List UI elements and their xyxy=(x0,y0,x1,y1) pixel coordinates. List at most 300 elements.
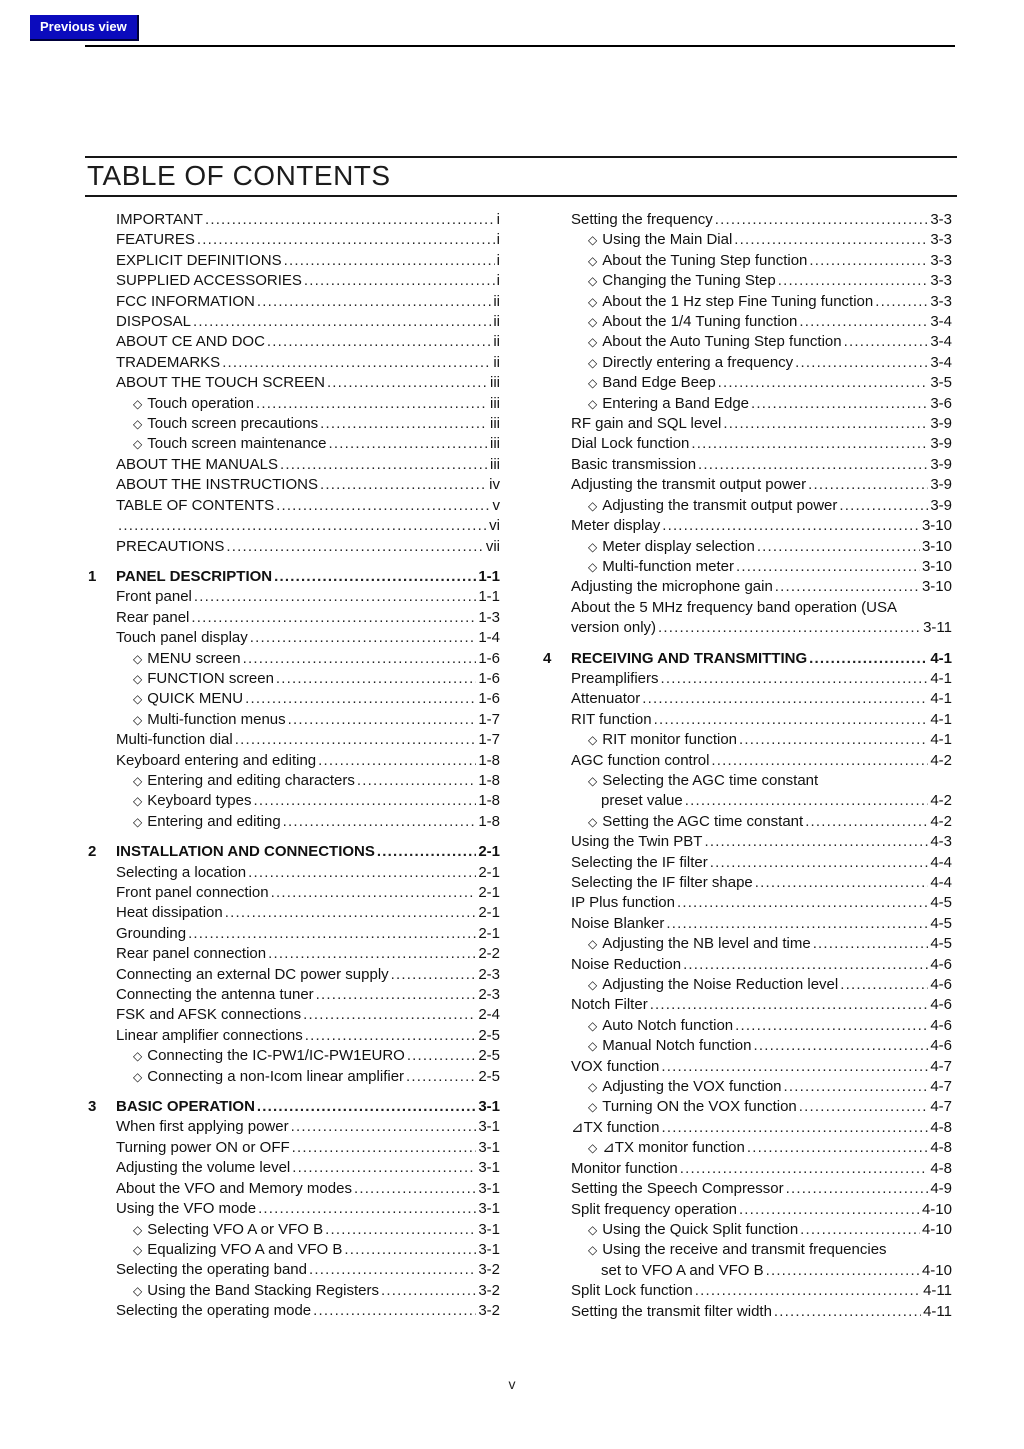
page-ref: vii xyxy=(485,537,500,555)
diamond-icon: ◇ xyxy=(588,1039,598,1054)
page-ref: 1-6 xyxy=(478,649,500,667)
page-ref: ii xyxy=(493,313,500,331)
toc-entry[interactable] xyxy=(543,710,952,730)
toc-entry-label: Setting the frequency xyxy=(571,211,713,228)
page-ref: 2-5 xyxy=(478,1026,500,1044)
toc-chapter-entry[interactable] xyxy=(88,567,500,587)
toc-entry[interactable] xyxy=(543,1077,952,1097)
toc-entry[interactable] xyxy=(88,312,500,332)
toc-entry[interactable] xyxy=(88,414,500,434)
page-ref: iii xyxy=(490,415,500,433)
page-ref: 4-6 xyxy=(930,1016,952,1034)
toc-entry-label: Adjusting the Noise Reduction level xyxy=(602,976,839,994)
toc-chapter-entry[interactable] xyxy=(88,842,500,862)
toc-entry-label: ABOUT CE AND DOC xyxy=(116,333,265,351)
toc-entry[interactable] xyxy=(543,394,952,414)
dot-leader xyxy=(805,812,928,832)
toc-left-column xyxy=(88,210,500,1322)
toc-entry-label: ABOUT THE INSTRUCTIONS xyxy=(116,476,318,494)
page-ref: 1-8 xyxy=(478,812,500,830)
diamond-icon: ◇ xyxy=(588,559,598,574)
page-ref: iii xyxy=(490,394,500,412)
dot-leader xyxy=(245,689,476,709)
toc-entry-label: About the Auto Tuning Step function xyxy=(602,333,842,351)
page-ref: 4-2 xyxy=(930,792,952,810)
toc-entry[interactable] xyxy=(88,271,500,291)
dot-leader xyxy=(658,618,921,638)
toc-chapter-entry[interactable] xyxy=(543,649,952,669)
toc-entry-label: Keyboard entering and editing xyxy=(116,751,317,769)
toc-entry[interactable] xyxy=(543,353,952,373)
page-ref: 3-1 xyxy=(478,1098,500,1116)
page-ref: 4-6 xyxy=(930,976,952,994)
toc-entry[interactable] xyxy=(88,587,500,607)
toc-entry[interactable] xyxy=(88,669,500,689)
page-ref: 2-1 xyxy=(478,863,500,881)
toc-entry[interactable] xyxy=(543,995,952,1015)
dot-leader xyxy=(695,1281,921,1301)
toc-entry-label: Touch screen precautions xyxy=(147,415,319,433)
toc-entry[interactable] xyxy=(543,618,952,638)
toc-entry[interactable] xyxy=(88,394,500,414)
toc-entry-label: Using the receive and transmit frequencies xyxy=(602,1241,887,1259)
toc-entry-label: preset value xyxy=(601,792,683,810)
dot-leader xyxy=(799,1097,929,1117)
page-ref: 4-8 xyxy=(930,1118,952,1136)
toc-entry-label: RECEIVING AND TRANSMITTING xyxy=(571,649,808,667)
diamond-icon: ◇ xyxy=(133,794,143,809)
toc-entry[interactable] xyxy=(88,1260,500,1280)
toc-entry[interactable] xyxy=(88,903,500,923)
toc-entry[interactable] xyxy=(543,1138,952,1158)
toc-entry[interactable] xyxy=(543,1159,952,1179)
page-ref: 3-3 xyxy=(930,292,952,310)
toc-entry[interactable] xyxy=(543,251,952,271)
toc-entry[interactable] xyxy=(88,537,500,557)
toc-entry[interactable] xyxy=(543,1036,952,1056)
diamond-icon: ◇ xyxy=(133,814,143,829)
dot-leader xyxy=(250,628,477,648)
previous-view-button[interactable]: Previous view xyxy=(30,15,139,41)
diamond-icon: ◇ xyxy=(588,978,598,993)
toc-entry-label: Using the Twin PBT xyxy=(571,833,703,851)
toc-entry[interactable] xyxy=(88,434,500,454)
toc-entry[interactable] xyxy=(543,577,952,597)
toc-entry-label: RIT monitor function xyxy=(602,731,738,749)
dot-leader xyxy=(304,271,495,291)
page-ref: 4-8 xyxy=(930,1139,952,1157)
toc-entry-label: Multi-function menus xyxy=(147,710,286,728)
toc-entry[interactable] xyxy=(88,608,500,628)
page-ref: 1-8 xyxy=(478,792,500,810)
page-ref: 4-1 xyxy=(930,649,952,667)
section-gap xyxy=(543,639,952,649)
diamond-icon: ◇ xyxy=(588,1080,598,1095)
diamond-icon: ◇ xyxy=(588,253,598,268)
toc-entry-label: Touch panel display xyxy=(116,629,248,647)
diamond-icon: ◇ xyxy=(588,335,598,350)
toc-entry[interactable] xyxy=(88,649,500,669)
toc-entry[interactable] xyxy=(88,944,500,964)
toc-entry[interactable] xyxy=(88,1067,500,1087)
toc-entry[interactable] xyxy=(88,751,500,771)
diamond-icon: ◇ xyxy=(588,498,598,513)
toc-entry[interactable] xyxy=(543,1200,952,1220)
toc-entry[interactable] xyxy=(543,914,952,934)
toc-entry[interactable] xyxy=(543,669,952,689)
dot-leader xyxy=(715,210,929,230)
toc-entry[interactable] xyxy=(543,414,952,434)
toc-chapter-entry[interactable] xyxy=(88,1097,500,1117)
page-ref: 3-4 xyxy=(930,353,952,371)
toc-entry[interactable] xyxy=(543,955,952,975)
toc-entry[interactable] xyxy=(88,210,500,230)
toc-entry-label: Rear panel connection xyxy=(116,945,267,963)
toc-entry-label: Auto Notch function xyxy=(602,1016,734,1034)
diamond-icon: ◇ xyxy=(133,1049,143,1064)
page-ref: 3-9 xyxy=(930,435,952,453)
dot-leader xyxy=(757,537,920,557)
page-ref: 1-8 xyxy=(478,771,500,789)
toc-entry[interactable] xyxy=(543,1220,952,1240)
page-number: v xyxy=(508,1376,516,1392)
dot-leader xyxy=(800,1220,920,1240)
page-ref: vi xyxy=(489,517,500,535)
dot-leader xyxy=(248,863,476,883)
dot-leader xyxy=(305,1026,477,1046)
toc-entry[interactable] xyxy=(543,1016,952,1036)
toc-entry-label: About the 1/4 Tuning function xyxy=(602,313,798,331)
page-ref: 2-1 xyxy=(478,884,500,901)
dot-leader xyxy=(271,883,477,903)
toc-entry[interactable] xyxy=(88,1301,500,1321)
toc-entry-label: Setting the AGC time constant xyxy=(602,812,804,830)
chapter-number: 3 xyxy=(88,1098,97,1116)
toc-entry-label: Adjusting the volume level xyxy=(116,1159,291,1177)
dot-leader xyxy=(875,292,928,312)
diamond-icon: ◇ xyxy=(133,692,143,707)
dot-leader xyxy=(685,791,929,811)
toc-entry[interactable] xyxy=(543,730,952,750)
toc-entry[interactable] xyxy=(88,475,500,495)
toc-entry-label: EXPLICIT DEFINITIONS xyxy=(116,251,282,269)
diamond-icon: ◇ xyxy=(133,1283,143,1298)
page-ref: 4-5 xyxy=(930,914,952,932)
toc-entry[interactable] xyxy=(88,516,500,536)
toc-entry[interactable] xyxy=(88,1005,500,1025)
toc-entry-label: Adjusting the NB level and time xyxy=(602,935,811,953)
toc-entry[interactable] xyxy=(543,751,952,771)
page-ref: 1-7 xyxy=(478,710,500,728)
toc-entry-label: Basic transmission xyxy=(571,455,697,473)
toc-entry[interactable] xyxy=(88,628,500,648)
diamond-icon: ◇ xyxy=(133,396,143,411)
toc-entry[interactable] xyxy=(543,934,952,954)
toc-entry[interactable] xyxy=(88,771,500,791)
toc-entry[interactable] xyxy=(88,455,500,475)
toc-entry-label: INSTALLATION AND CONNECTIONS xyxy=(116,843,375,861)
toc-entry[interactable] xyxy=(88,292,500,312)
page-ref: 3-11 xyxy=(923,619,952,637)
toc-entry[interactable] xyxy=(543,271,952,291)
toc-entry[interactable] xyxy=(543,292,952,312)
toc-entry[interactable] xyxy=(88,883,500,903)
toc-entry[interactable] xyxy=(543,1281,952,1301)
toc-entry[interactable] xyxy=(543,434,952,454)
toc-entry-label: Front panel connection xyxy=(116,884,269,901)
dot-leader xyxy=(327,373,488,393)
toc-entry-label: Directly entering a frequency xyxy=(602,353,794,371)
toc-entry[interactable] xyxy=(543,1179,952,1199)
toc-entry[interactable] xyxy=(543,771,952,791)
chapter-number: 1 xyxy=(88,567,97,585)
dot-leader xyxy=(235,730,477,750)
dot-leader xyxy=(391,965,477,985)
toc-entry[interactable] xyxy=(543,475,952,495)
page-ref: 3-1 xyxy=(478,1159,500,1177)
toc-entry[interactable] xyxy=(543,332,952,352)
toc-entry[interactable] xyxy=(543,975,952,995)
page-ref: iii xyxy=(490,374,500,392)
dot-leader xyxy=(683,955,928,975)
toc-entry[interactable] xyxy=(543,893,952,913)
toc-entry[interactable] xyxy=(88,1199,500,1219)
toc-entry[interactable] xyxy=(88,791,500,811)
toc-entry[interactable] xyxy=(88,1046,500,1066)
toc-entry-label: Using the Quick Split function xyxy=(602,1220,799,1238)
toc-entry[interactable] xyxy=(88,1026,500,1046)
toc-entry[interactable] xyxy=(88,496,500,516)
toc-entry-label: Noise Reduction xyxy=(571,955,682,973)
toc-entry-label: Selecting the operating band xyxy=(116,1261,307,1279)
page-ref: 3-1 xyxy=(478,1200,500,1218)
diamond-icon: ◇ xyxy=(588,937,598,952)
page-ref: 4-4 xyxy=(930,853,952,871)
dot-leader xyxy=(267,332,491,352)
page-ref: 3-1 xyxy=(478,1138,500,1156)
page-ref: 3-1 xyxy=(478,1240,500,1258)
chapter-number: 4 xyxy=(543,649,552,667)
diamond-icon: ◇ xyxy=(133,671,143,686)
toc-entry[interactable] xyxy=(88,1138,500,1158)
toc-entry-label: version only) xyxy=(571,619,657,637)
page-ref: 2-3 xyxy=(478,965,500,983)
toc-entry-label: Setting the Speech Compressor xyxy=(571,1180,784,1198)
toc-entry[interactable] xyxy=(88,924,500,944)
toc-entry-label: Noise Blanker xyxy=(571,914,665,932)
dot-leader xyxy=(661,1057,928,1077)
page-ref: ii xyxy=(493,333,500,351)
page-ref: 1-6 xyxy=(478,690,500,708)
toc-entry[interactable] xyxy=(543,1118,952,1138)
toc-entry[interactable] xyxy=(88,1240,500,1260)
toc-entry[interactable] xyxy=(543,516,952,536)
toc-entry-label: Notch Filter xyxy=(571,996,648,1014)
dot-leader xyxy=(276,669,476,689)
toc-entry-label: ⊿TX function xyxy=(571,1118,660,1136)
dot-leader xyxy=(736,557,920,577)
toc-entry[interactable] xyxy=(543,1261,952,1281)
page-ref: i xyxy=(496,231,500,249)
toc-entry[interactable] xyxy=(88,373,500,393)
diamond-icon: ◇ xyxy=(133,437,143,452)
toc-entry[interactable] xyxy=(88,710,500,730)
toc-entry[interactable] xyxy=(543,496,952,516)
toc-entry-label: Entering a Band Edge xyxy=(602,394,750,412)
toc-entry-label: Multi-function meter xyxy=(602,557,734,575)
toc-entry[interactable] xyxy=(88,230,500,250)
toc-entry[interactable] xyxy=(543,455,952,475)
toc-entry[interactable] xyxy=(543,832,952,852)
dot-leader xyxy=(698,455,928,475)
toc-entry-label: Selecting the operating mode xyxy=(116,1302,312,1320)
dot-leader xyxy=(766,1261,920,1281)
page-ref: 1-6 xyxy=(478,669,500,687)
page-ref: 2-1 xyxy=(478,904,500,922)
toc-entry-label: Split Lock function xyxy=(571,1282,693,1300)
diamond-icon: ◇ xyxy=(133,417,143,432)
toc-entry-label: Band Edge Beep xyxy=(602,374,716,392)
toc-right-column xyxy=(543,210,952,1322)
dot-leader xyxy=(288,710,477,730)
page-ref: 4-1 xyxy=(930,669,952,687)
toc-entry[interactable] xyxy=(88,965,500,985)
toc-entry-label: Connecting an external DC power supply xyxy=(116,965,389,983)
toc-entry-label: VOX function xyxy=(571,1057,660,1075)
page-ref: 3-2 xyxy=(478,1302,500,1320)
page-ref: 4-1 xyxy=(930,690,952,708)
toc-entry[interactable] xyxy=(543,373,952,393)
toc-entry-label: Connecting the IC-PW1/IC-PW1EURO xyxy=(147,1047,405,1065)
page-ref: 4-5 xyxy=(930,935,952,953)
toc-entry-label: Entering and editing xyxy=(147,812,281,830)
dot-leader xyxy=(313,1301,476,1321)
toc-entry[interactable] xyxy=(543,873,952,893)
toc-entry[interactable] xyxy=(543,812,952,832)
dot-leader xyxy=(283,812,477,832)
toc-entry[interactable] xyxy=(543,598,952,618)
toc-entry[interactable] xyxy=(543,210,952,230)
toc-entry[interactable] xyxy=(88,353,500,373)
diamond-icon: ◇ xyxy=(588,1018,598,1033)
dot-leader xyxy=(193,312,491,332)
title-block xyxy=(85,156,957,197)
page-ref: 1-7 xyxy=(478,731,500,749)
page-title: TABLE OF CONTENTS xyxy=(87,160,391,191)
toc-entry[interactable] xyxy=(543,1240,952,1260)
dot-leader xyxy=(795,353,928,373)
toc-entry[interactable] xyxy=(88,730,500,750)
toc-entry-label: PANEL DESCRIPTION xyxy=(116,567,273,585)
dot-leader xyxy=(357,771,476,791)
toc-entry[interactable] xyxy=(88,332,500,352)
dot-leader xyxy=(280,455,488,475)
page-ref: v xyxy=(492,496,500,514)
toc-entry[interactable] xyxy=(88,251,500,271)
diamond-icon: ◇ xyxy=(133,1222,143,1237)
toc-entry-label: Using the VFO mode xyxy=(116,1200,257,1218)
toc-entry-label: Attenuator xyxy=(571,690,641,708)
toc-entry[interactable] xyxy=(543,1057,952,1077)
toc-entry[interactable] xyxy=(543,312,952,332)
toc-entry[interactable] xyxy=(543,689,952,709)
dot-leader xyxy=(344,1240,476,1260)
dot-leader xyxy=(839,496,928,516)
dot-leader xyxy=(680,1159,929,1179)
toc-entry-label: Adjusting the microphone gain xyxy=(571,578,773,596)
toc-entry-label: PRECAUTIONS xyxy=(116,537,225,555)
page-ref: 3-2 xyxy=(478,1281,500,1299)
toc-entry[interactable] xyxy=(543,1302,952,1322)
toc-entry-label: Selecting the AGC time constant xyxy=(602,771,819,789)
toc-entry[interactable] xyxy=(88,863,500,883)
page-ref: i xyxy=(496,211,500,228)
page-ref: 3-4 xyxy=(930,333,952,351)
dot-leader xyxy=(734,230,928,250)
toc-entry[interactable] xyxy=(543,853,952,873)
toc-entry[interactable] xyxy=(543,791,952,811)
toc-entry[interactable] xyxy=(88,1281,500,1301)
toc-entry-label: Multi-function dial xyxy=(116,731,233,749)
dot-leader xyxy=(222,353,491,373)
page-ref: iii xyxy=(490,455,500,473)
toc-entry[interactable] xyxy=(88,812,500,832)
page-ref: 3-10 xyxy=(921,557,952,575)
dot-leader xyxy=(329,434,488,454)
dot-leader xyxy=(723,414,928,434)
page-ref: 4-10 xyxy=(921,1261,952,1279)
toc-entry[interactable] xyxy=(543,537,952,557)
page-ref: 2-3 xyxy=(478,986,500,1004)
toc-entry-label: Meter display selection xyxy=(602,537,755,555)
dot-leader xyxy=(691,434,928,454)
dot-leader xyxy=(268,944,476,964)
toc-entry-label: Setting the transmit filter width xyxy=(571,1302,772,1320)
toc-entry[interactable] xyxy=(543,557,952,577)
dot-leader xyxy=(813,934,929,954)
toc-entry[interactable] xyxy=(88,985,500,1005)
page-ref: 4-2 xyxy=(930,812,952,830)
diamond-icon: ◇ xyxy=(588,315,598,330)
page-ref: 2-4 xyxy=(478,1006,500,1024)
page-ref: 3-6 xyxy=(930,394,952,412)
diamond-icon: ◇ xyxy=(588,773,598,788)
toc-entry-label: AGC function control xyxy=(571,751,710,769)
toc-entry-label: Selecting a location xyxy=(116,863,247,881)
page-ref: iii xyxy=(490,435,500,453)
toc-entry[interactable] xyxy=(88,689,500,709)
dot-leader xyxy=(320,475,487,495)
diamond-icon: ◇ xyxy=(133,651,143,666)
toc-entry-label: Equalizing VFO A and VFO B xyxy=(147,1240,343,1258)
toc-entry[interactable] xyxy=(88,1158,500,1178)
toc-entry-label: Turning ON the VOX function xyxy=(602,1098,797,1116)
dot-leader xyxy=(809,649,928,669)
toc-entry-label: Selecting the IF filter shape xyxy=(571,874,753,891)
toc-entry[interactable] xyxy=(543,1097,952,1117)
page-ref: 3-3 xyxy=(930,272,952,290)
toc-entry[interactable] xyxy=(543,230,952,250)
toc-entry[interactable] xyxy=(88,1220,500,1240)
dot-leader xyxy=(325,1220,476,1240)
toc-entry[interactable] xyxy=(88,1117,500,1137)
dot-leader xyxy=(809,251,928,271)
page-ref: 3-1 xyxy=(478,1118,500,1136)
diamond-icon: ◇ xyxy=(133,1069,143,1084)
diamond-icon: ◇ xyxy=(133,773,143,788)
toc-entry[interactable] xyxy=(88,1179,500,1199)
dot-leader xyxy=(258,1199,476,1219)
